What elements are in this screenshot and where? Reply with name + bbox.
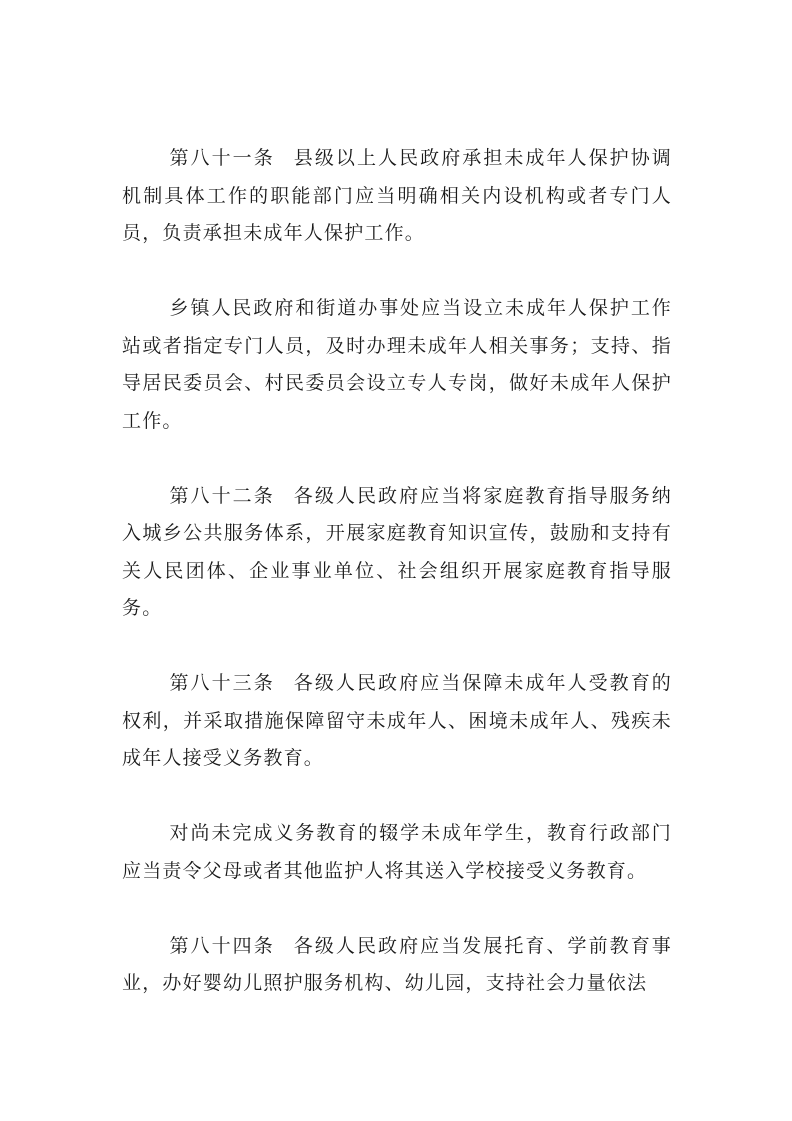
article-81-paragraph-2 [122, 290, 672, 440]
paragraph-text: 县级以上人民政府承担未成年人保护协调机制具体工作的职能部门应当明确相关内设机构或者专门人员，负责承担未成年人保护工作。 [122, 147, 672, 244]
paragraph-text: 对尚未完成义务教育的辍学未成年学生，教育行政部门应当责令父母或者其他监护人将其送入学校接受义务教育。 [122, 822, 672, 882]
document-page [122, 140, 672, 1040]
article-81-paragraph [122, 140, 672, 253]
paragraph-text: 各级人民政府应当保障未成年人受教育的权利，并采取措施保障留守未成年人、困境未成年人、残疾未成年人接受义务教育。 [122, 672, 672, 769]
paragraph-text: 乡镇人民政府和街道办事处应当设立未成年人保护工作站或者指定专门人员，及时办理未成年人相关事务；支持、指导居民委员会、村民委员会设立专人专岗，做好未成年人保护工作。 [122, 297, 672, 432]
article-83-paragraph [122, 665, 672, 778]
paragraph-text: 各级人民政府应当发展托育、学前教育事业，办好婴幼儿照护服务机构、幼儿园，支持社会力量依法 [122, 934, 672, 994]
article-number: 第八十二条 [169, 484, 275, 507]
article-82-paragraph [122, 478, 672, 628]
article-83-paragraph-2 [122, 815, 672, 890]
article-84-paragraph [122, 928, 672, 1003]
article-number: 第八十四条 [169, 934, 275, 957]
article-number: 第八十一条 [169, 147, 275, 169]
article-number: 第八十三条 [169, 672, 275, 694]
paragraph-text: 各级人民政府应当将家庭教育指导服务纳入城乡公共服务体系，开展家庭教育知识宣传，鼓励和支持有关人民团体、企业事业单位、社会组织开展家庭教育指导服务。 [122, 484, 672, 619]
